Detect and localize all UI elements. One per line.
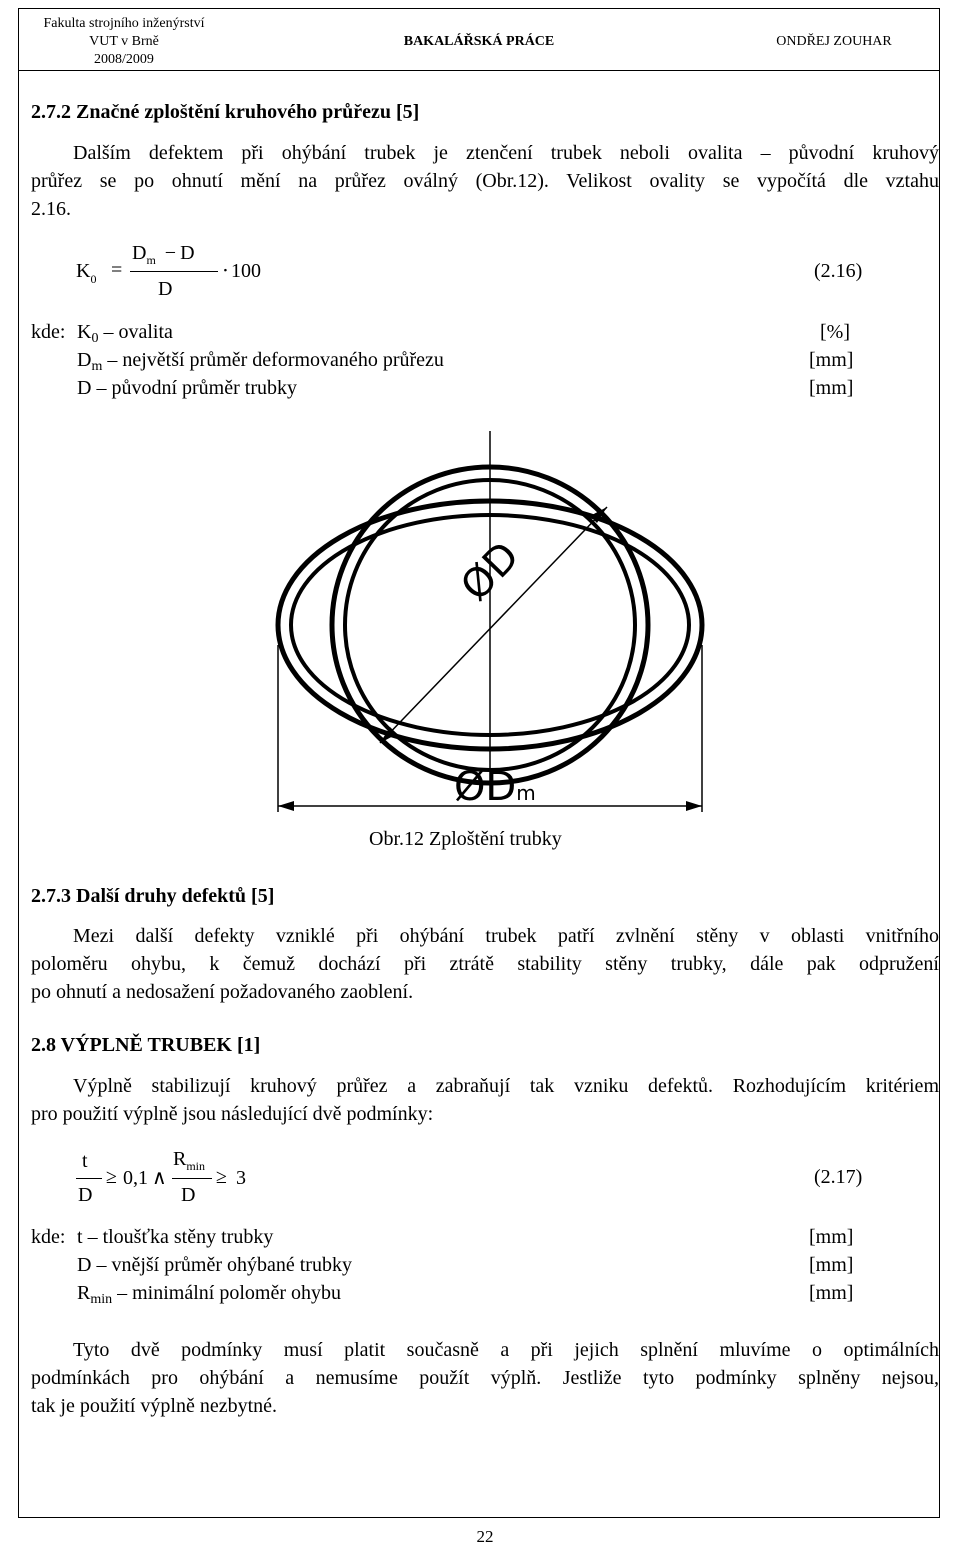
unit-t: [mm] bbox=[809, 1226, 854, 1248]
formula-2-16 bbox=[76, 242, 876, 306]
closing-line3: tak je použití výplně nezbytné. bbox=[31, 1395, 278, 1417]
faculty-info bbox=[19, 15, 229, 69]
equation-number-2-17: (2.17) bbox=[814, 1166, 863, 1188]
formula-rmin-numerator: $R_{min}$ bbox=[173, 1148, 206, 1173]
fraction-bar bbox=[130, 271, 218, 272]
section-heading-272: 2.7.2 Značné zploštění kruhového průřezu [5] bbox=[31, 101, 420, 123]
definition-d-outer: D – vnější průměr ohýbané trubky bbox=[77, 1254, 352, 1276]
equation-number: (2.16) bbox=[814, 260, 863, 282]
flattening-figure bbox=[260, 425, 730, 830]
section-heading-273: 2.7.3 Další druhy defektů [5] bbox=[31, 885, 275, 907]
formula-numerator: $D_m - D$ bbox=[132, 242, 195, 267]
paragraph-272-line2: průřez se po ohnutí mění na průřez oválný (Obr.12). Velikost ovality se vypočítá dle vztahu bbox=[31, 170, 939, 192]
document-type-label: BAKALÁŘSKÁ PRÁCE bbox=[403, 34, 555, 49]
unit-rmin: [mm] bbox=[809, 1282, 854, 1304]
document-type bbox=[349, 33, 609, 51]
definition-k0: $K_0$ – ovalita bbox=[77, 321, 173, 346]
paragraph-272-text1: Dalším defektem při ohýbání trubek je ztenčení trubek neboli ovalita – původní kruhový bbox=[73, 142, 939, 164]
paragraph-272-line3: 2.16. bbox=[31, 198, 71, 220]
paragraph-28-text1: Výplně stabilizují kruhový průřez a zabraňují tak vzniku defektů. Rozhodujícím kritériem bbox=[73, 1075, 939, 1097]
definition-d: D – původní průměr trubky bbox=[77, 377, 297, 399]
formula-geq-1: ≥ bbox=[106, 1166, 117, 1188]
formula-factor: 100 bbox=[231, 260, 261, 282]
formula-rmin-denominator: D bbox=[181, 1184, 196, 1206]
page-number: 22 bbox=[476, 1527, 494, 1546]
definition-rmin: $R_{min}$ – minimální poloměr ohybu bbox=[77, 1282, 341, 1307]
diameter-label: ØD bbox=[452, 533, 529, 610]
dm-arrow-left bbox=[278, 801, 294, 811]
definition-dm: $D_m$ – největší průměr deformovaného průřezu bbox=[77, 349, 444, 374]
definition-t: t – tloušťka stěny trubky bbox=[77, 1226, 274, 1248]
paragraph-273-line1 bbox=[31, 922, 939, 950]
formula-geq-2: ≥ bbox=[216, 1166, 227, 1188]
formula-times: ⋅ bbox=[222, 260, 229, 282]
paragraph-272-line1 bbox=[31, 139, 939, 167]
formula-equals: = bbox=[111, 259, 123, 281]
formula-2-17 bbox=[76, 1150, 876, 1212]
closing-line1 bbox=[31, 1336, 939, 1364]
page-header bbox=[18, 8, 940, 70]
unit-d-outer: [mm] bbox=[809, 1254, 854, 1276]
dm-label: ØDm bbox=[454, 764, 536, 810]
paragraph-28-line2: pro použití výplně jsou následující dvě podmínky: bbox=[31, 1103, 434, 1125]
where-label-2: kde: bbox=[31, 1226, 66, 1248]
formula-value-1: 0,1 bbox=[123, 1167, 148, 1189]
unit-dm: [mm] bbox=[809, 349, 854, 371]
formula-t-numerator: t bbox=[82, 1150, 88, 1172]
formula-denominator: D bbox=[158, 278, 173, 300]
fraction-bar-1 bbox=[76, 1178, 102, 1179]
formula-value-2: 3 bbox=[236, 1167, 246, 1189]
closing-text1: Tyto dvě podmínky musí platit současně a při jejich splnění mluvíme o optimálních bbox=[73, 1339, 939, 1361]
formula-and: ∧ bbox=[152, 1167, 167, 1189]
dm-arrow-right bbox=[686, 801, 702, 811]
paragraph-273-line3: po ohnutí a nedosažení požadovaného zaoblení. bbox=[31, 981, 414, 1003]
fraction-bar-2 bbox=[172, 1178, 212, 1179]
section-heading-28: 2.8 VÝPLNĚ TRUBEK [1] bbox=[31, 1034, 261, 1056]
where-label: kde: bbox=[31, 321, 66, 343]
formula-lhs: $K_0$ bbox=[76, 260, 97, 286]
academic-year: 2008/2009 bbox=[94, 52, 154, 67]
unit-k0: [%] bbox=[820, 321, 850, 343]
faculty-name: Fakulta strojního inženýrství bbox=[43, 16, 205, 31]
figure-caption: Obr.12 Zploštění trubky bbox=[369, 828, 562, 850]
formula-t-denominator: D bbox=[78, 1184, 93, 1206]
university-name: VUT v Brně bbox=[89, 34, 159, 49]
paragraph-273-text1: Mezi další defekty vzniklé při ohýbání trubek patří zvlnění stěny v oblasti vnitřního bbox=[73, 925, 939, 947]
unit-d: [mm] bbox=[809, 377, 854, 399]
author-name: ONDŘEJ ZOUHAR bbox=[776, 34, 892, 49]
paragraph-273-line2: poloměru ohybu, k čemuž dochází při ztrátě stability stěny trubky, dále pak odpružení bbox=[31, 953, 939, 975]
closing-line2: podmínkách pro ohýbání a nemusíme použít výplň. Jestliže tyto podmínky splněny nejsou, bbox=[31, 1367, 939, 1389]
paragraph-28-line1 bbox=[31, 1072, 939, 1100]
